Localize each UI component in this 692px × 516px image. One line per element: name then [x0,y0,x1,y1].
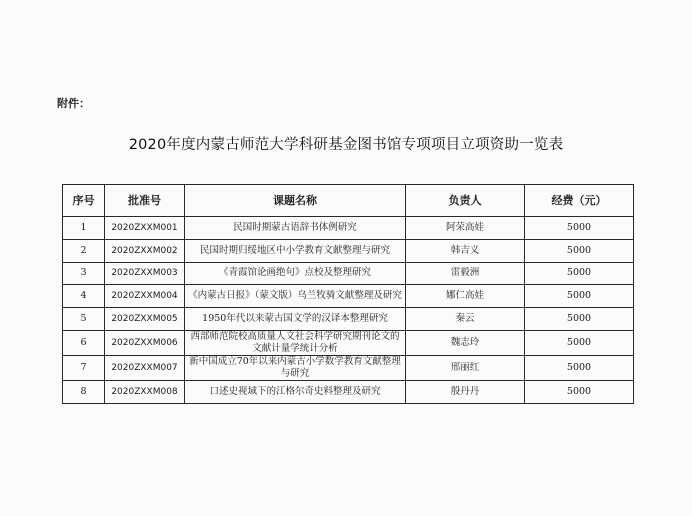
table-header-row [63,185,634,217]
principal-cell: 秦云 [406,308,525,331]
header-approval-number: 批准号 [105,185,185,217]
funding-cell: 5000 [525,380,634,403]
serial-number-cell: 8 [63,380,105,403]
principal-cell: 雷毅洲 [406,262,525,285]
serial-number-cell: 5 [63,308,105,331]
approval-number-cell: 2020ZXXM005 [105,308,185,331]
table-row [63,330,634,355]
approval-number-cell: 2020ZXXM003 [105,262,185,285]
approval-number-cell: 2020ZXXM007 [105,355,185,380]
header-serial-number: 序号 [63,185,105,217]
funding-cell: 5000 [525,262,634,285]
funding-cell: 5000 [525,355,634,380]
serial-number-cell: 6 [63,330,105,355]
serial-number-cell: 2 [63,239,105,262]
project-name-cell: 《青霞馆论画绝句》点校及整理研究 [185,262,406,285]
funding-cell: 5000 [525,308,634,331]
principal-cell: 魏志玲 [406,330,525,355]
document-title: 2020年度内蒙古师范大学科研基金图书馆专项项目立项资助一览表 [128,137,564,153]
approval-number-cell: 2020ZXXM006 [105,330,185,355]
principal-cell: 邢丽红 [406,355,525,380]
funding-cell: 5000 [525,330,634,355]
project-name-cell: 民国时期归绥地区中小学教育文献整理与研究 [185,239,406,262]
attachment-label: 附件： [57,97,90,110]
approval-number-cell: 2020ZXXM004 [105,285,185,308]
table-row [63,380,634,403]
approval-number-cell: 2020ZXXM002 [105,239,185,262]
table-row [63,355,634,380]
table-row [63,239,634,262]
serial-number-cell: 1 [63,217,105,240]
table-row [63,262,634,285]
approval-number-cell: 2020ZXXM001 [105,217,185,240]
project-name-cell: 西部师范院校高质量人文社会科学研究期刊论文的文献计量学统计分析 [185,330,406,355]
project-name-cell: 《内蒙古日报》（蒙文版）乌兰牧骑文献整理及研究 [185,285,406,308]
header-principal: 负责人 [406,185,525,217]
funding-cell: 5000 [525,217,634,240]
table-row [63,217,634,240]
table-row [63,285,634,308]
principal-cell: 娜仁高娃 [406,285,525,308]
project-name-cell: 新中国成立70年以来内蒙古小学数学教育文献整理与研究 [185,355,406,380]
principal-cell: 殷丹丹 [406,380,525,403]
principal-cell: 阿荣高娃 [406,217,525,240]
header-project-name: 课题名称 [185,185,406,217]
project-name-cell: 民国时期蒙古语辞书体例研究 [185,217,406,240]
serial-number-cell: 3 [63,262,105,285]
serial-number-cell: 7 [63,355,105,380]
serial-number-cell: 4 [63,285,105,308]
funding-table [62,184,634,404]
header-funding: 经费（元） [525,185,634,217]
project-name-cell: 口述史视域下的江格尔奇史料整理及研究 [185,380,406,403]
project-name-cell: 1950年代以来蒙古国文学的汉译本整理研究 [185,308,406,331]
funding-cell: 5000 [525,285,634,308]
principal-cell: 韩吉义 [406,239,525,262]
funding-cell: 5000 [525,239,634,262]
approval-number-cell: 2020ZXXM008 [105,380,185,403]
table-row [63,308,634,331]
